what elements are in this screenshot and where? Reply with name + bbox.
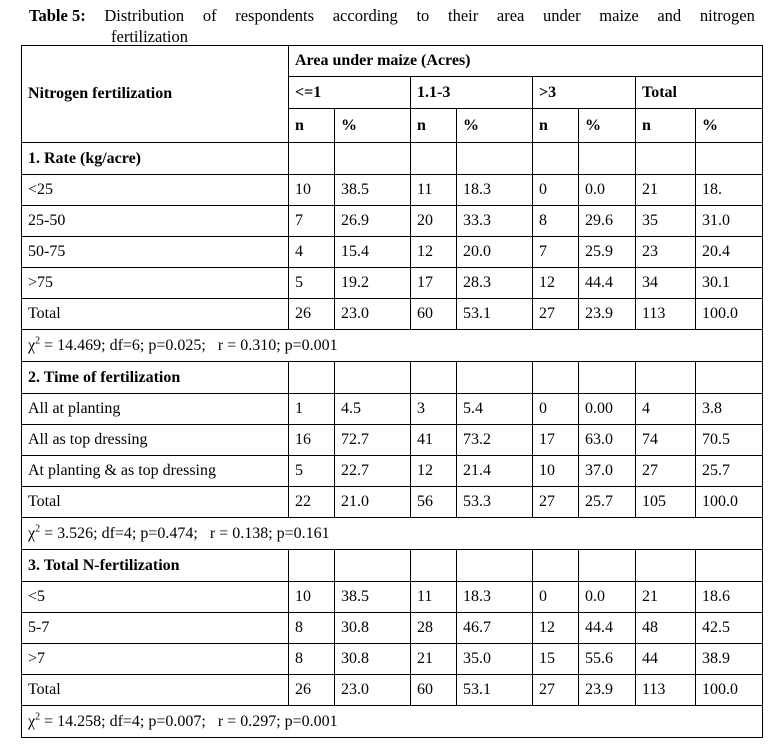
table-row: [22, 582, 763, 613]
table-cell: 18.6: [696, 582, 763, 613]
table-cell: 44: [636, 644, 696, 675]
table-cell: 4: [289, 237, 335, 268]
caption-word: of: [202, 6, 217, 25]
table-cell: 30.8: [335, 644, 411, 675]
empty-cell: [457, 550, 533, 582]
table-cell: 26: [289, 675, 335, 706]
stat-cell: [22, 518, 763, 550]
empty-cell: [289, 143, 335, 175]
row-label: <25: [22, 175, 289, 206]
caption-word: and: [657, 6, 682, 25]
section-title: 3. Total N-fertilization: [22, 550, 289, 582]
table-cell: 18.3: [457, 582, 533, 613]
table-cell: 38.9: [696, 644, 763, 675]
table-cell: 44.4: [579, 268, 636, 299]
table-cell: 72.7: [335, 425, 411, 456]
table-cell: 4: [636, 394, 696, 425]
caption-word: to: [416, 6, 430, 25]
table-cell: 60: [411, 675, 457, 706]
empty-cell: [457, 143, 533, 175]
table-cell: 100.0: [696, 675, 763, 706]
table-cell: 23.9: [579, 675, 636, 706]
n-header: n: [411, 109, 457, 143]
table-cell: 28.3: [457, 268, 533, 299]
table-cell: 30.1: [696, 268, 763, 299]
table-cell: 22: [289, 487, 335, 518]
stat-row: [22, 330, 763, 362]
stat-row: [22, 706, 763, 738]
row-label: At planting & as top dressing: [22, 456, 289, 487]
section-title-row: [22, 550, 763, 582]
table-cell: 34: [636, 268, 696, 299]
section-title: 1. Rate (kg/acre): [22, 143, 289, 175]
table-cell: 11: [411, 582, 457, 613]
table-cell: 25.9: [579, 237, 636, 268]
percent-header: %: [335, 109, 411, 143]
table-cell: 100.0: [696, 487, 763, 518]
table-cell: 19.2: [335, 268, 411, 299]
caption-line-2: fertilization: [111, 27, 188, 46]
table-cell: 27: [533, 675, 579, 706]
row-label: 25-50: [22, 206, 289, 237]
table-cell: 55.6: [579, 644, 636, 675]
table-cell: 11: [411, 175, 457, 206]
chi-symbol: χ: [28, 336, 36, 354]
table-cell: 38.5: [335, 175, 411, 206]
table-row: [22, 487, 763, 518]
table-row: [22, 425, 763, 456]
row-label: All as top dressing: [22, 425, 289, 456]
table-cell: 27: [533, 299, 579, 330]
percent-header: %: [579, 109, 636, 143]
stat-cell: [22, 706, 763, 738]
n-header: n: [289, 109, 335, 143]
table-cell: 3: [411, 394, 457, 425]
chi-superscript: 2: [35, 523, 41, 535]
stat-cell: [22, 330, 763, 362]
empty-cell: [696, 362, 763, 394]
caption-word: their: [447, 6, 479, 25]
n-header: n: [636, 109, 696, 143]
table-cell: 26.9: [335, 206, 411, 237]
empty-cell: [533, 550, 579, 582]
table-row: [22, 299, 763, 330]
percent-header: %: [696, 109, 763, 143]
caption-word: nitrogen: [699, 6, 755, 25]
table-row: [22, 394, 763, 425]
group-label-header: Area under maize (Acres): [289, 46, 763, 77]
table-cell: 18.3: [457, 175, 533, 206]
table-cell: 21.0: [335, 487, 411, 518]
table-cell: 42.5: [696, 613, 763, 644]
table-cell: 0: [533, 582, 579, 613]
table-cell: 44.4: [579, 613, 636, 644]
table-cell: 63.0: [579, 425, 636, 456]
table-cell: 3.8: [696, 394, 763, 425]
chi-symbol: χ: [28, 524, 36, 542]
table-cell: 22.7: [335, 456, 411, 487]
empty-cell: [411, 550, 457, 582]
caption-line-1: [29, 5, 755, 26]
empty-cell: [533, 362, 579, 394]
caption-word: under: [543, 6, 581, 25]
caption-word: Distribution: [104, 6, 185, 25]
table-cell: 0: [533, 394, 579, 425]
table-cell: 7: [289, 206, 335, 237]
table-cell: 23.9: [579, 299, 636, 330]
table-cell: 29.6: [579, 206, 636, 237]
table-cell: 8: [289, 613, 335, 644]
table-cell: 20.4: [696, 237, 763, 268]
table-cell: 33.3: [457, 206, 533, 237]
section-title-row: [22, 362, 763, 394]
n-header: n: [533, 109, 579, 143]
table-cell: 0.0: [579, 175, 636, 206]
empty-cell: [579, 362, 636, 394]
table-cell: 23.0: [335, 299, 411, 330]
table-cell: 105: [636, 487, 696, 518]
group-header: <=1: [289, 77, 411, 109]
table-row: [22, 206, 763, 237]
empty-cell: [457, 362, 533, 394]
group-header: Total: [636, 77, 763, 109]
table-cell: 8: [289, 644, 335, 675]
caption-word: maize: [599, 6, 639, 25]
table-cell: 12: [411, 237, 457, 268]
row-label: >75: [22, 268, 289, 299]
row-label: Total: [22, 675, 289, 706]
table-cell: 27: [636, 456, 696, 487]
stat-text: = 14.258; df=4; p=0.007; r = 0.297; p=0.001: [40, 712, 338, 730]
caption-word: respondents: [235, 6, 315, 25]
table-cell: 12: [411, 456, 457, 487]
table-cell: 1: [289, 394, 335, 425]
table-cell: 17: [411, 268, 457, 299]
table-cell: 46.7: [457, 613, 533, 644]
empty-cell: [335, 550, 411, 582]
caption-word: according: [332, 6, 398, 25]
empty-cell: [533, 143, 579, 175]
table-cell: 100.0: [696, 299, 763, 330]
table-cell: 56: [411, 487, 457, 518]
stat-row: [22, 518, 763, 550]
table-cell: 5: [289, 268, 335, 299]
percent-header: %: [457, 109, 533, 143]
empty-cell: [636, 550, 696, 582]
table-cell: 74: [636, 425, 696, 456]
empty-cell: [411, 362, 457, 394]
section-title-row: [22, 143, 763, 175]
chi-superscript: 2: [35, 711, 41, 723]
table-cell: 53.3: [457, 487, 533, 518]
empty-cell: [289, 550, 335, 582]
table-cell: 5: [289, 456, 335, 487]
table-cell: 7: [533, 237, 579, 268]
group-header: 1.1-3: [411, 77, 533, 109]
empty-cell: [579, 143, 636, 175]
table-row: [22, 613, 763, 644]
row-label: >7: [22, 644, 289, 675]
table-cell: 25.7: [579, 487, 636, 518]
table-row: [22, 175, 763, 206]
table-cell: 18.: [696, 175, 763, 206]
table-cell: 113: [636, 675, 696, 706]
table-cell: 48: [636, 613, 696, 644]
table-cell: 23.0: [335, 675, 411, 706]
stat-text: = 3.526; df=4; p=0.474; r = 0.138; p=0.161: [40, 524, 330, 542]
empty-cell: [636, 362, 696, 394]
table-cell: 12: [533, 268, 579, 299]
empty-cell: [335, 362, 411, 394]
table-cell: 26: [289, 299, 335, 330]
caption-label: Table 5:: [29, 6, 86, 25]
section-title: 2. Time of fertilization: [22, 362, 289, 394]
table-cell: 10: [289, 175, 335, 206]
table-caption: [29, 5, 755, 47]
table-cell: 35.0: [457, 644, 533, 675]
table-cell: 10: [289, 582, 335, 613]
stat-text: = 14.469; df=6; p=0.025; r = 0.310; p=0.001: [40, 336, 338, 354]
table-cell: 38.5: [335, 582, 411, 613]
table-cell: 15: [533, 644, 579, 675]
row-label: Total: [22, 487, 289, 518]
table-cell: 12: [533, 613, 579, 644]
table-cell: 0.0: [579, 582, 636, 613]
table-cell: 60: [411, 299, 457, 330]
group-header: >3: [533, 77, 636, 109]
table-row: [22, 456, 763, 487]
row-label: Total: [22, 299, 289, 330]
table-cell: 41: [411, 425, 457, 456]
table-cell: 17: [533, 425, 579, 456]
table-cell: 21.4: [457, 456, 533, 487]
empty-cell: [696, 550, 763, 582]
table-cell: 0.00: [579, 394, 636, 425]
table-cell: 35: [636, 206, 696, 237]
table-cell: 23: [636, 237, 696, 268]
row-label: 5-7: [22, 613, 289, 644]
empty-cell: [636, 143, 696, 175]
table-cell: 4.5: [335, 394, 411, 425]
row-label: 50-75: [22, 237, 289, 268]
row-label: <5: [22, 582, 289, 613]
table-cell: 20: [411, 206, 457, 237]
table-cell: 16: [289, 425, 335, 456]
empty-cell: [411, 143, 457, 175]
table-row: [22, 675, 763, 706]
table-cell: 10: [533, 456, 579, 487]
row-label-header: Nitrogen fertilization: [22, 46, 289, 143]
table-cell: 31.0: [696, 206, 763, 237]
table-cell: 0: [533, 175, 579, 206]
table-cell: 21: [636, 175, 696, 206]
table-cell: 20.0: [457, 237, 533, 268]
row-label: All at planting: [22, 394, 289, 425]
caption-word: area: [496, 6, 525, 25]
header-row-1: [22, 46, 763, 77]
table-cell: 27: [533, 487, 579, 518]
table-cell: 73.2: [457, 425, 533, 456]
table-cell: 21: [411, 644, 457, 675]
chi-symbol: χ: [28, 712, 36, 730]
empty-cell: [289, 362, 335, 394]
data-table: [21, 45, 763, 738]
table-row: [22, 237, 763, 268]
table-cell: 37.0: [579, 456, 636, 487]
table-cell: 53.1: [457, 675, 533, 706]
empty-cell: [335, 143, 411, 175]
table-cell: 28: [411, 613, 457, 644]
table-cell: 25.7: [696, 456, 763, 487]
table-cell: 8: [533, 206, 579, 237]
table-cell: 30.8: [335, 613, 411, 644]
table-cell: 70.5: [696, 425, 763, 456]
table-row: [22, 268, 763, 299]
table-cell: 15.4: [335, 237, 411, 268]
table-cell: 21: [636, 582, 696, 613]
table-cell: 53.1: [457, 299, 533, 330]
empty-cell: [696, 143, 763, 175]
empty-cell: [579, 550, 636, 582]
chi-superscript: 2: [35, 335, 41, 347]
table-cell: 5.4: [457, 394, 533, 425]
table-row: [22, 644, 763, 675]
table-cell: 113: [636, 299, 696, 330]
